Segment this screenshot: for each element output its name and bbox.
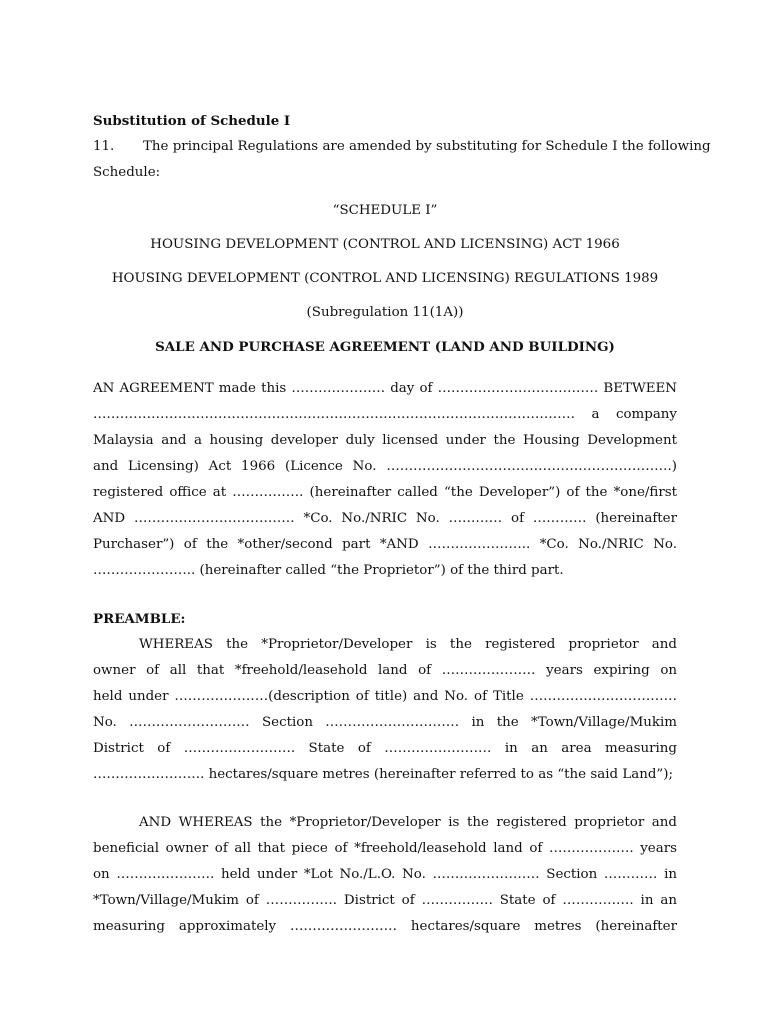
agreement-line: AN AGREEMENT made this ………………… day of ……………………………… BETWEEN	[93, 381, 677, 396]
agreement-line: Purchaser”) of the *other/second part *AND ………………….. *Co. No./NRIC No.	[93, 537, 677, 552]
preamble-paragraph-1	[93, 632, 677, 788]
agreement-line: AND ……………………………… *Co. No./NRIC No. ………… of ………… (hereinafter	[93, 511, 677, 526]
agreement-line: and Licensing) Act 1966 (Licence No. ……………………………………………………….)	[93, 459, 677, 474]
preamble-line: measuring approximately …………………… hectares/square metres (hereinafter	[93, 919, 677, 934]
preamble-line: *Town/Village/Mukim of ……………. District of ……………. State of ……………. in an	[93, 893, 677, 908]
regulations-title: HOUSING DEVELOPMENT (CONTROL AND LICENSING) REGULATIONS 1989	[111, 271, 659, 286]
preamble-heading: PREAMBLE:	[93, 611, 186, 627]
document-page	[93, 108, 711, 940]
agreement-title: SALE AND PURCHASE AGREEMENT (LAND AND BUILDING)	[155, 339, 615, 355]
clause-line-2: Schedule:	[93, 165, 161, 180]
agreement-line: ……………………………………………………………………………………………… a company	[93, 407, 677, 422]
agreement-paragraph	[93, 376, 677, 584]
agreement-line: registered office at ……………. (hereinafter called “the Developer”) of the *one/first	[93, 485, 677, 500]
preamble-line: owner of all that *freehold/leasehold land of ………………… years expiring on	[93, 663, 677, 678]
preamble-line: District of ……………………. State of …………………… in an area measuring	[93, 741, 677, 756]
schedule-title: “SCHEDULE I”	[332, 203, 438, 218]
act-title: HOUSING DEVELOPMENT (CONTROL AND LICENSING) ACT 1966	[150, 237, 620, 252]
agreement-line: Malaysia and a housing developer duly licensed under the Housing Development	[93, 433, 677, 448]
preamble-line: held under …………………(description of title) and No. of Title ……………………………	[93, 689, 677, 704]
clause-text: The principal Regulations are amended by substituting for Schedule I the following	[143, 139, 711, 154]
preamble-line: WHEREAS the *Proprietor/Developer is the registered proprietor and	[139, 637, 677, 652]
preamble-paragraph-2	[93, 810, 677, 940]
preamble-line: on …………………. held under *Lot No./L.O. No. …………………… Section ………… in	[93, 867, 677, 882]
preamble-line: No. ……………………… Section ………………………… in the *Town/Village/Mukim	[93, 715, 677, 730]
section-heading: Substitution of Schedule I	[93, 113, 291, 129]
clause-line-1	[93, 134, 711, 160]
preamble-line: AND WHEREAS the *Proprietor/Developer is the registered proprietor and	[139, 815, 677, 830]
clause-number: 11.	[93, 139, 115, 154]
agreement-line: ………………….. (hereinafter called “the Proprietor”) of the third part.	[93, 563, 564, 578]
subregulation: (Subregulation 11(1A))	[306, 305, 464, 320]
preamble-line: beneficial owner of all that piece of *freehold/leasehold land of ………………. years	[93, 841, 677, 856]
preamble-line: ……………………. hectares/square metres (hereinafter referred to as “the said Land”);	[93, 767, 673, 782]
